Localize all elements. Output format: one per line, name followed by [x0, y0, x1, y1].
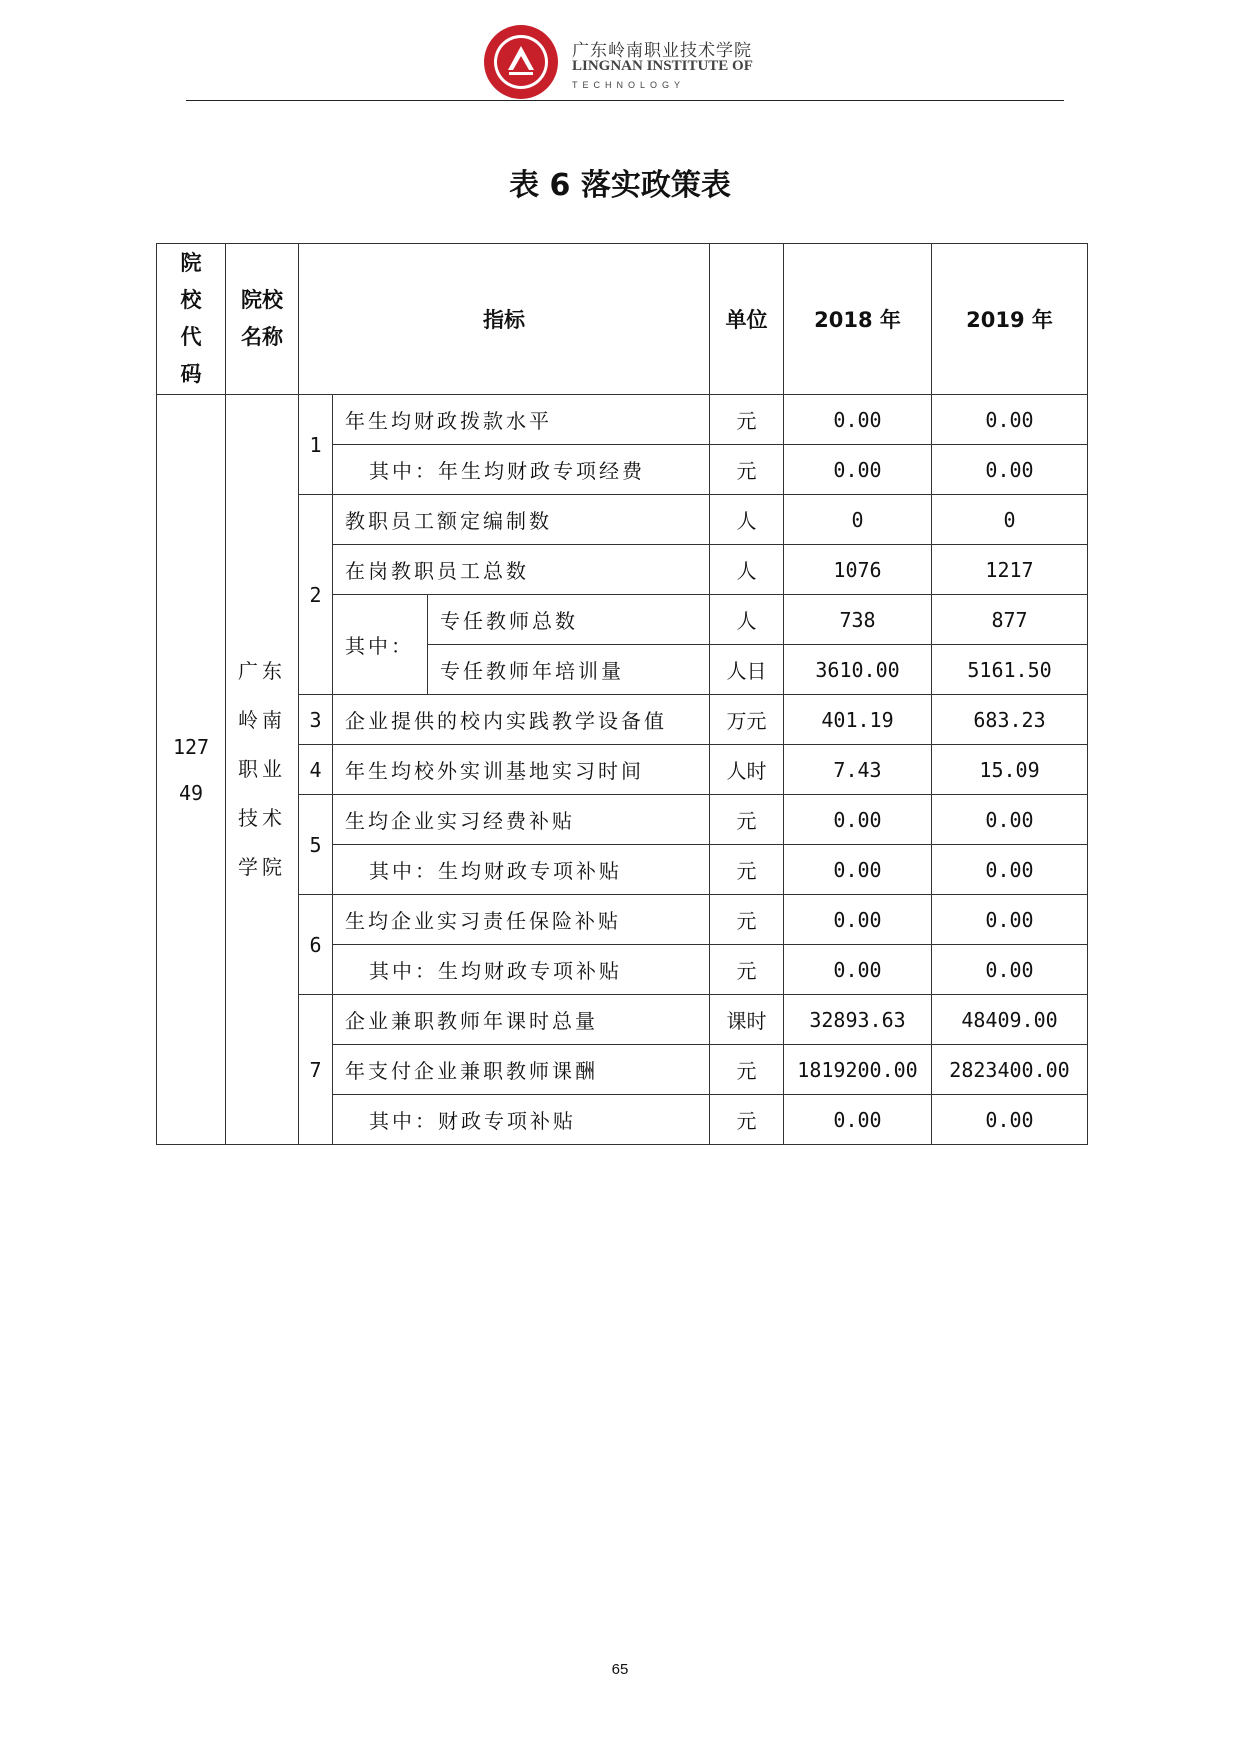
- group-number: 6: [299, 895, 333, 995]
- value-2019: 2823400.00: [932, 1045, 1088, 1095]
- indicator-label: 企业提供的校内实践教学设备值: [333, 695, 710, 745]
- value-2019: 0.00: [932, 395, 1088, 445]
- indicator-label: 生均企业实习经费补贴: [333, 795, 710, 845]
- policy-table: [156, 243, 1088, 1145]
- unit-cell: 元: [710, 845, 784, 895]
- indicator-label: 其中：年生均财政专项经费: [333, 445, 710, 495]
- value-2019: 0: [932, 495, 1088, 545]
- institute-name-en: LINGNAN INSTITUTE OF: [572, 58, 753, 74]
- value-2018: 0.00: [784, 945, 932, 995]
- value-2019: 15.09: [932, 745, 1088, 795]
- value-2018: 738: [784, 595, 932, 645]
- header-indicator: 指标: [299, 244, 710, 395]
- value-2019: 1217: [932, 545, 1088, 595]
- group-number: 3: [299, 695, 333, 745]
- header-divider: [186, 100, 1064, 101]
- unit-cell: 元: [710, 1095, 784, 1145]
- unit-cell: 人: [710, 595, 784, 645]
- header-school-name: 院校 名称: [226, 244, 299, 395]
- institute-name-en-technology: TECHNOLOGY: [572, 80, 686, 90]
- value-2018: 1076: [784, 545, 932, 595]
- value-2018: 401.19: [784, 695, 932, 745]
- indicator-label: 其中：生均财政专项补贴: [333, 945, 710, 995]
- value-2019: 0.00: [932, 445, 1088, 495]
- value-2018: 3610.00: [784, 645, 932, 695]
- indicator-label: 企业兼职教师年课时总量: [333, 995, 710, 1045]
- unit-cell: 人时: [710, 745, 784, 795]
- indicator-label: 专任教师年培训量: [428, 645, 710, 695]
- indicator-label: 生均企业实习责任保险补贴: [333, 895, 710, 945]
- group-number: 7: [299, 995, 333, 1145]
- value-2019: 0.00: [932, 895, 1088, 945]
- unit-cell: 元: [710, 945, 784, 995]
- value-2018: 0.00: [784, 795, 932, 845]
- value-2019: 0.00: [932, 945, 1088, 995]
- school-name-cell: 广东 岭南 职业 技术 学院: [226, 395, 299, 1145]
- table-header-row: [157, 244, 1088, 395]
- unit-cell: 人: [710, 495, 784, 545]
- value-2019: 5161.50: [932, 645, 1088, 695]
- unit-cell: 元: [710, 1045, 784, 1095]
- group-number: 1: [299, 395, 333, 495]
- group-number: 2: [299, 495, 333, 695]
- unit-cell: 元: [710, 795, 784, 845]
- value-2019: 0.00: [932, 1095, 1088, 1145]
- unit-cell: 元: [710, 395, 784, 445]
- group-number: 4: [299, 745, 333, 795]
- value-2018: 0.00: [784, 1095, 932, 1145]
- indicator-label: 年支付企业兼职教师课酬: [333, 1045, 710, 1095]
- value-2018: 0: [784, 495, 932, 545]
- page-number: 65: [611, 1661, 629, 1678]
- group-number: 5: [299, 795, 333, 895]
- unit-cell: 课时: [710, 995, 784, 1045]
- value-2019: 0.00: [932, 795, 1088, 845]
- unit-cell: 元: [710, 895, 784, 945]
- table-title: 表 6 落实政策表: [509, 168, 731, 203]
- value-2018: 0.00: [784, 445, 932, 495]
- value-2018: 0.00: [784, 895, 932, 945]
- value-2018: 32893.63: [784, 995, 932, 1045]
- indicator-label: 教职员工额定编制数: [333, 495, 710, 545]
- institute-name-cn: 广东岭南职业技术学院: [572, 41, 752, 61]
- unit-cell: 人日: [710, 645, 784, 695]
- page-header: [180, 22, 1060, 102]
- value-2018: 0.00: [784, 845, 932, 895]
- indicator-label: 在岗教职员工总数: [333, 545, 710, 595]
- unit-cell: 元: [710, 445, 784, 495]
- header-2018: 2018 年: [784, 244, 932, 395]
- unit-cell: 人: [710, 545, 784, 595]
- indicator-label: 其中：生均财政专项补贴: [333, 845, 710, 895]
- header-school-code: 院 校 代 码: [157, 244, 226, 395]
- value-2019: 48409.00: [932, 995, 1088, 1045]
- indicator-label: 其中：财政专项补贴: [333, 1095, 710, 1145]
- sub-label: 其中：: [333, 595, 428, 695]
- unit-cell: 万元: [710, 695, 784, 745]
- institute-seal-logo: [483, 24, 559, 100]
- value-2019: 683.23: [932, 695, 1088, 745]
- indicator-label: 专任教师总数: [428, 595, 710, 645]
- value-2018: 7.43: [784, 745, 932, 795]
- indicator-label: 年生均财政拨款水平: [333, 395, 710, 445]
- header-2019: 2019 年: [932, 244, 1088, 395]
- header-unit: 单位: [710, 244, 784, 395]
- value-2019: 0.00: [932, 845, 1088, 895]
- value-2018: 1819200.00: [784, 1045, 932, 1095]
- school-code-cell: 127 49: [157, 395, 226, 1145]
- value-2019: 877: [932, 595, 1088, 645]
- value-2018: 0.00: [784, 395, 932, 445]
- table-row: [157, 395, 1088, 445]
- indicator-label: 年生均校外实训基地实习时间: [333, 745, 710, 795]
